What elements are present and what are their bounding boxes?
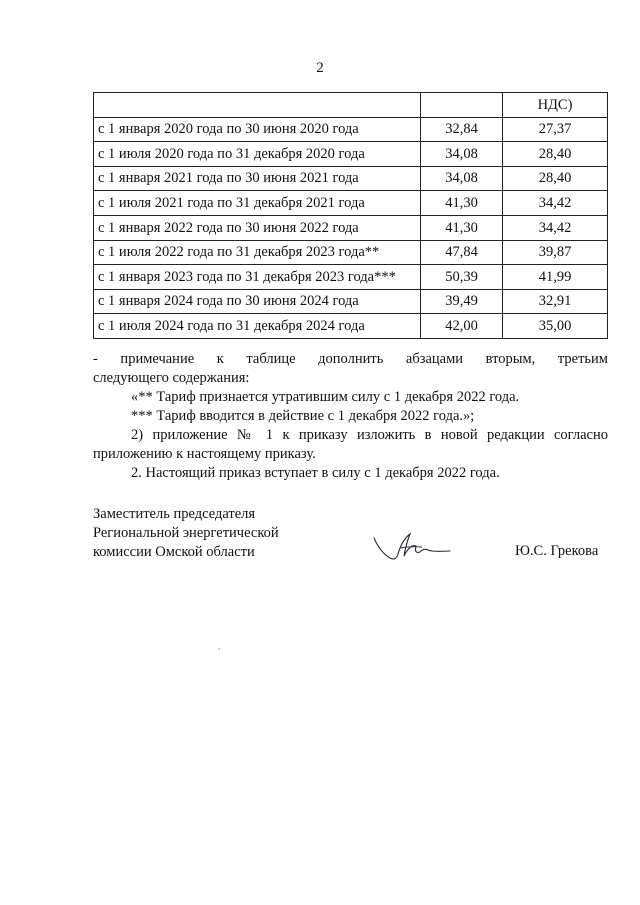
value-1-cell: 34,08 bbox=[421, 166, 503, 191]
final-item: 2. Настоящий приказ вступает в силу с 1 декабря 2022 года. bbox=[131, 465, 500, 481]
table-row bbox=[94, 215, 608, 240]
table-row bbox=[94, 314, 608, 339]
period-cell: с 1 января 2024 года по 30 июня 2024 года bbox=[94, 289, 421, 314]
table-row bbox=[94, 240, 608, 265]
period-cell: с 1 июля 2020 года по 31 декабря 2020 года bbox=[94, 142, 421, 167]
period-cell: с 1 июля 2024 года по 31 декабря 2024 года bbox=[94, 314, 421, 339]
value-1-cell: 50,39 bbox=[421, 265, 503, 290]
value-2-cell: 28,40 bbox=[503, 166, 608, 191]
signatory-name: Ю.С. Грекова bbox=[515, 543, 599, 559]
header-period-cell bbox=[94, 93, 421, 118]
value-2-cell: 34,42 bbox=[503, 191, 608, 216]
value-1-cell: 41,30 bbox=[421, 191, 503, 216]
position-line-1: Заместитель председателя bbox=[93, 506, 256, 522]
table-row bbox=[94, 142, 608, 167]
table-row bbox=[94, 117, 608, 142]
tariff-table bbox=[93, 92, 608, 339]
table-row bbox=[94, 191, 608, 216]
note-line-1: - примечание к таблице дополнить абзацами вторым, третьим bbox=[93, 351, 608, 367]
position-line-2: Региональной энергетической bbox=[93, 525, 279, 541]
period-cell: с 1 июля 2021 года по 31 декабря 2021 года bbox=[94, 191, 421, 216]
value-2-cell: 27,37 bbox=[503, 117, 608, 142]
value-2-cell: 41,99 bbox=[503, 265, 608, 290]
table-row bbox=[94, 166, 608, 191]
table-row bbox=[94, 289, 608, 314]
period-cell: с 1 июля 2022 года по 31 декабря 2023 года** bbox=[94, 240, 421, 265]
value-2-cell: 34,42 bbox=[503, 215, 608, 240]
value-2-cell: 32,91 bbox=[503, 289, 608, 314]
value-1-cell: 39,49 bbox=[421, 289, 503, 314]
period-cell: с 1 января 2022 года по 30 июня 2022 года bbox=[94, 215, 421, 240]
quote-paragraph-2: *** Тариф вводится в действие с 1 декабря 2022 года.»; bbox=[131, 408, 475, 424]
page-number: 2 bbox=[316, 60, 324, 76]
value-1-cell: 32,84 bbox=[421, 117, 503, 142]
value-2-cell: 39,87 bbox=[503, 240, 608, 265]
note-line-2: следующего содержания: bbox=[93, 370, 250, 386]
value-1-cell: 41,30 bbox=[421, 215, 503, 240]
item-2-line-2: приложению к настоящему приказу. bbox=[93, 446, 316, 462]
value-1-cell: 42,00 bbox=[421, 314, 503, 339]
signatory-position bbox=[93, 505, 279, 562]
value-2-cell: 28,40 bbox=[503, 142, 608, 167]
table-header-row bbox=[94, 93, 608, 118]
period-cell: с 1 января 2023 года по 31 декабря 2023 года*** bbox=[94, 265, 421, 290]
header-value-1-cell bbox=[421, 93, 503, 118]
period-cell: с 1 января 2020 года по 30 июня 2020 года bbox=[94, 117, 421, 142]
header-value-2-cell: НДС) bbox=[503, 93, 608, 118]
handwritten-signature bbox=[370, 530, 460, 566]
value-2-cell: 35,00 bbox=[503, 314, 608, 339]
position-line-3: комиссии Омской области bbox=[93, 544, 255, 560]
value-1-cell: 34,08 bbox=[421, 142, 503, 167]
quote-paragraph-1: «** Тариф признается утратившим силу с 1 декабря 2022 года. bbox=[131, 389, 520, 405]
period-cell: с 1 января 2021 года по 30 июня 2021 года bbox=[94, 166, 421, 191]
table-row bbox=[94, 265, 608, 290]
value-1-cell: 47,84 bbox=[421, 240, 503, 265]
scan-speck bbox=[218, 648, 220, 650]
item-2-line-1: 2) приложение № 1 к приказу изложить в новой редакции согласно bbox=[131, 427, 608, 443]
